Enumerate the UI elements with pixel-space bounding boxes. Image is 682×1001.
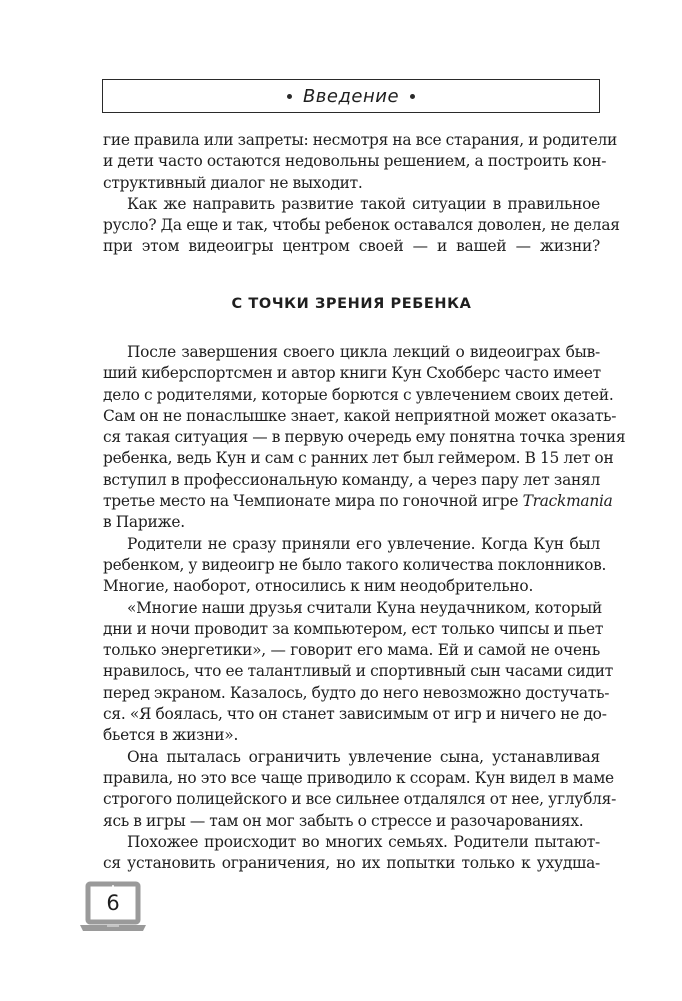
text-line: «Многие наши друзья считали Куна неудачником, который [127, 598, 603, 617]
text-line: Как же направить развитие такой ситуации в правильное [127, 194, 600, 213]
text-line: только энергетики», — говорит его мама. Ей и самой не очень [103, 641, 600, 660]
page-number: 6 [106, 891, 120, 915]
text-line: ясь в игры — там он мог забыть о стрессе и разочарованиях. [103, 811, 584, 830]
text-line: Похожее происходит во многих семьях. Родители пытают- [127, 832, 600, 851]
text-fragment: третье место на Чемпионате мира по гоночной игре [103, 492, 523, 511]
text-line: Родители не сразу приняли его увлечение. Когда Кун был [127, 534, 600, 553]
text-line: и дети часто остаются недовольны решением, а построить кон- [103, 152, 607, 171]
running-header [102, 79, 600, 113]
text-line: бьется в жизни». [103, 726, 239, 745]
text-line: ший киберспортсмен и автор книги Кун Схобберс часто имеет [103, 364, 601, 383]
text-line: перед экраном. Казалось, будто до него невозможно достучать- [103, 683, 610, 702]
text-line: ребенком, у видеоигр не было такого количества поклонников. [103, 555, 607, 574]
text-line: структивный диалог не выходит. [103, 173, 363, 192]
text-line: дни и ночи проводит за компьютером, ест только чипсы и пьет [103, 619, 604, 638]
game-title: Trackmania [522, 492, 613, 511]
chapter-title-text: Введение [302, 85, 400, 107]
bullet-right-icon [410, 94, 415, 99]
text-line: при этом видеоигры центром своей — и вашей — жизни? [103, 237, 600, 256]
text-line: гие правила или запреты: несмотря на все старания, и родители [103, 131, 618, 149]
text-line: вступил в профессиональную команду, а через пару лет занял [103, 470, 600, 489]
bullet-left-icon [287, 94, 292, 99]
text-line: правила, но это все чаще приводило к ссорам. Кун видел в маме [103, 768, 614, 787]
text-line-with-game-title [103, 491, 613, 512]
chapter-title [287, 86, 415, 107]
text-line: в Париже. [103, 513, 185, 532]
text-line: ся такая ситуация — в первую очередь ему понятна точка зрения [103, 428, 626, 447]
intro-text [103, 130, 620, 258]
text-line: ребенка, ведь Кун и сам с ранних лет был геймером. В 15 лет он [103, 449, 614, 468]
text-line: Многие, наоборот, относились к ним неодобрительно. [103, 577, 534, 596]
text-line: После завершения своего цикла лекций о видеоиграх быв- [127, 343, 600, 361]
text-line: Она пыталась ограничить увлечение сына, устанавливая [127, 747, 600, 766]
text-line: русло? Да еще и так, чтобы ребенок оставался доволен, не делая [103, 216, 620, 235]
text-line: строгого полицейского и все сильнее отдалялся от нее, углубля- [103, 790, 617, 809]
text-line: нравилось, что ее талантливый и спортивный сын часами сидит [103, 662, 614, 681]
text-line: ся. «Я боялась, что он станет зависимым от игр и ничего не до- [103, 705, 607, 724]
section-heading: С ТОЧКИ ЗРЕНИЯ РЕБЕНКА [231, 296, 472, 312]
body-text [103, 342, 626, 874]
text-line: дело с родителями, которые борются с увлечением своих детей. [103, 385, 614, 404]
text-line: Сам он не понаслышке знает, какой неприятной может оказать- [103, 406, 617, 425]
text-line: ся установить ограничения, но их попытки только к ухудша- [103, 854, 600, 873]
